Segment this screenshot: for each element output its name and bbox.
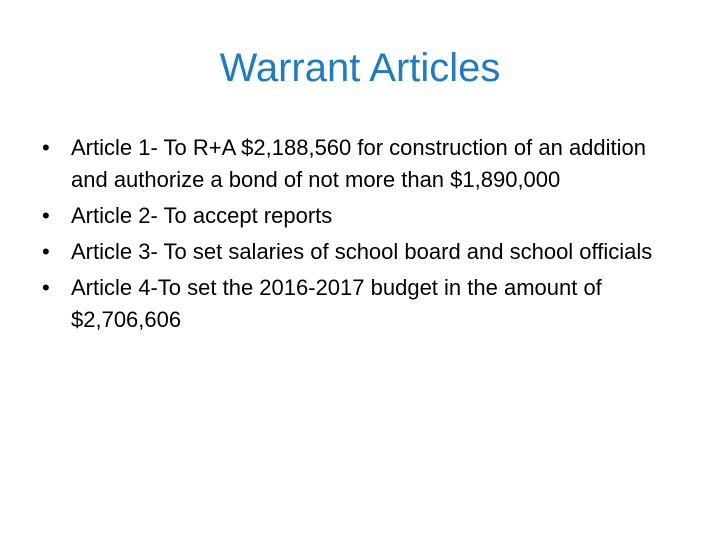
- bullet-text: Article 2- To accept reports: [71, 203, 333, 228]
- slide-title: Warrant Articles: [219, 46, 501, 90]
- bullet-icon: •: [42, 275, 50, 300]
- bullet-text: Article 3- To set salaries of school board and school officials: [71, 239, 653, 264]
- bullet-item-article-3: [42, 236, 672, 268]
- bullet-item-article-2: [42, 200, 672, 232]
- bullet-text: Article 1- To R+A $2,188,560 for construction of an addition and authorize a bond of not more than $1,890,000: [71, 135, 647, 192]
- bullet-icon: •: [42, 135, 50, 160]
- bullet-item-article-4: [42, 272, 672, 336]
- bullet-text: Article 4-To set the 2016-2017 budget in the amount of $2,706,606: [71, 275, 602, 332]
- bullet-icon: •: [42, 239, 50, 264]
- bullet-item-article-1: [42, 132, 672, 196]
- bullet-list: [42, 132, 672, 340]
- bullet-icon: •: [42, 203, 50, 228]
